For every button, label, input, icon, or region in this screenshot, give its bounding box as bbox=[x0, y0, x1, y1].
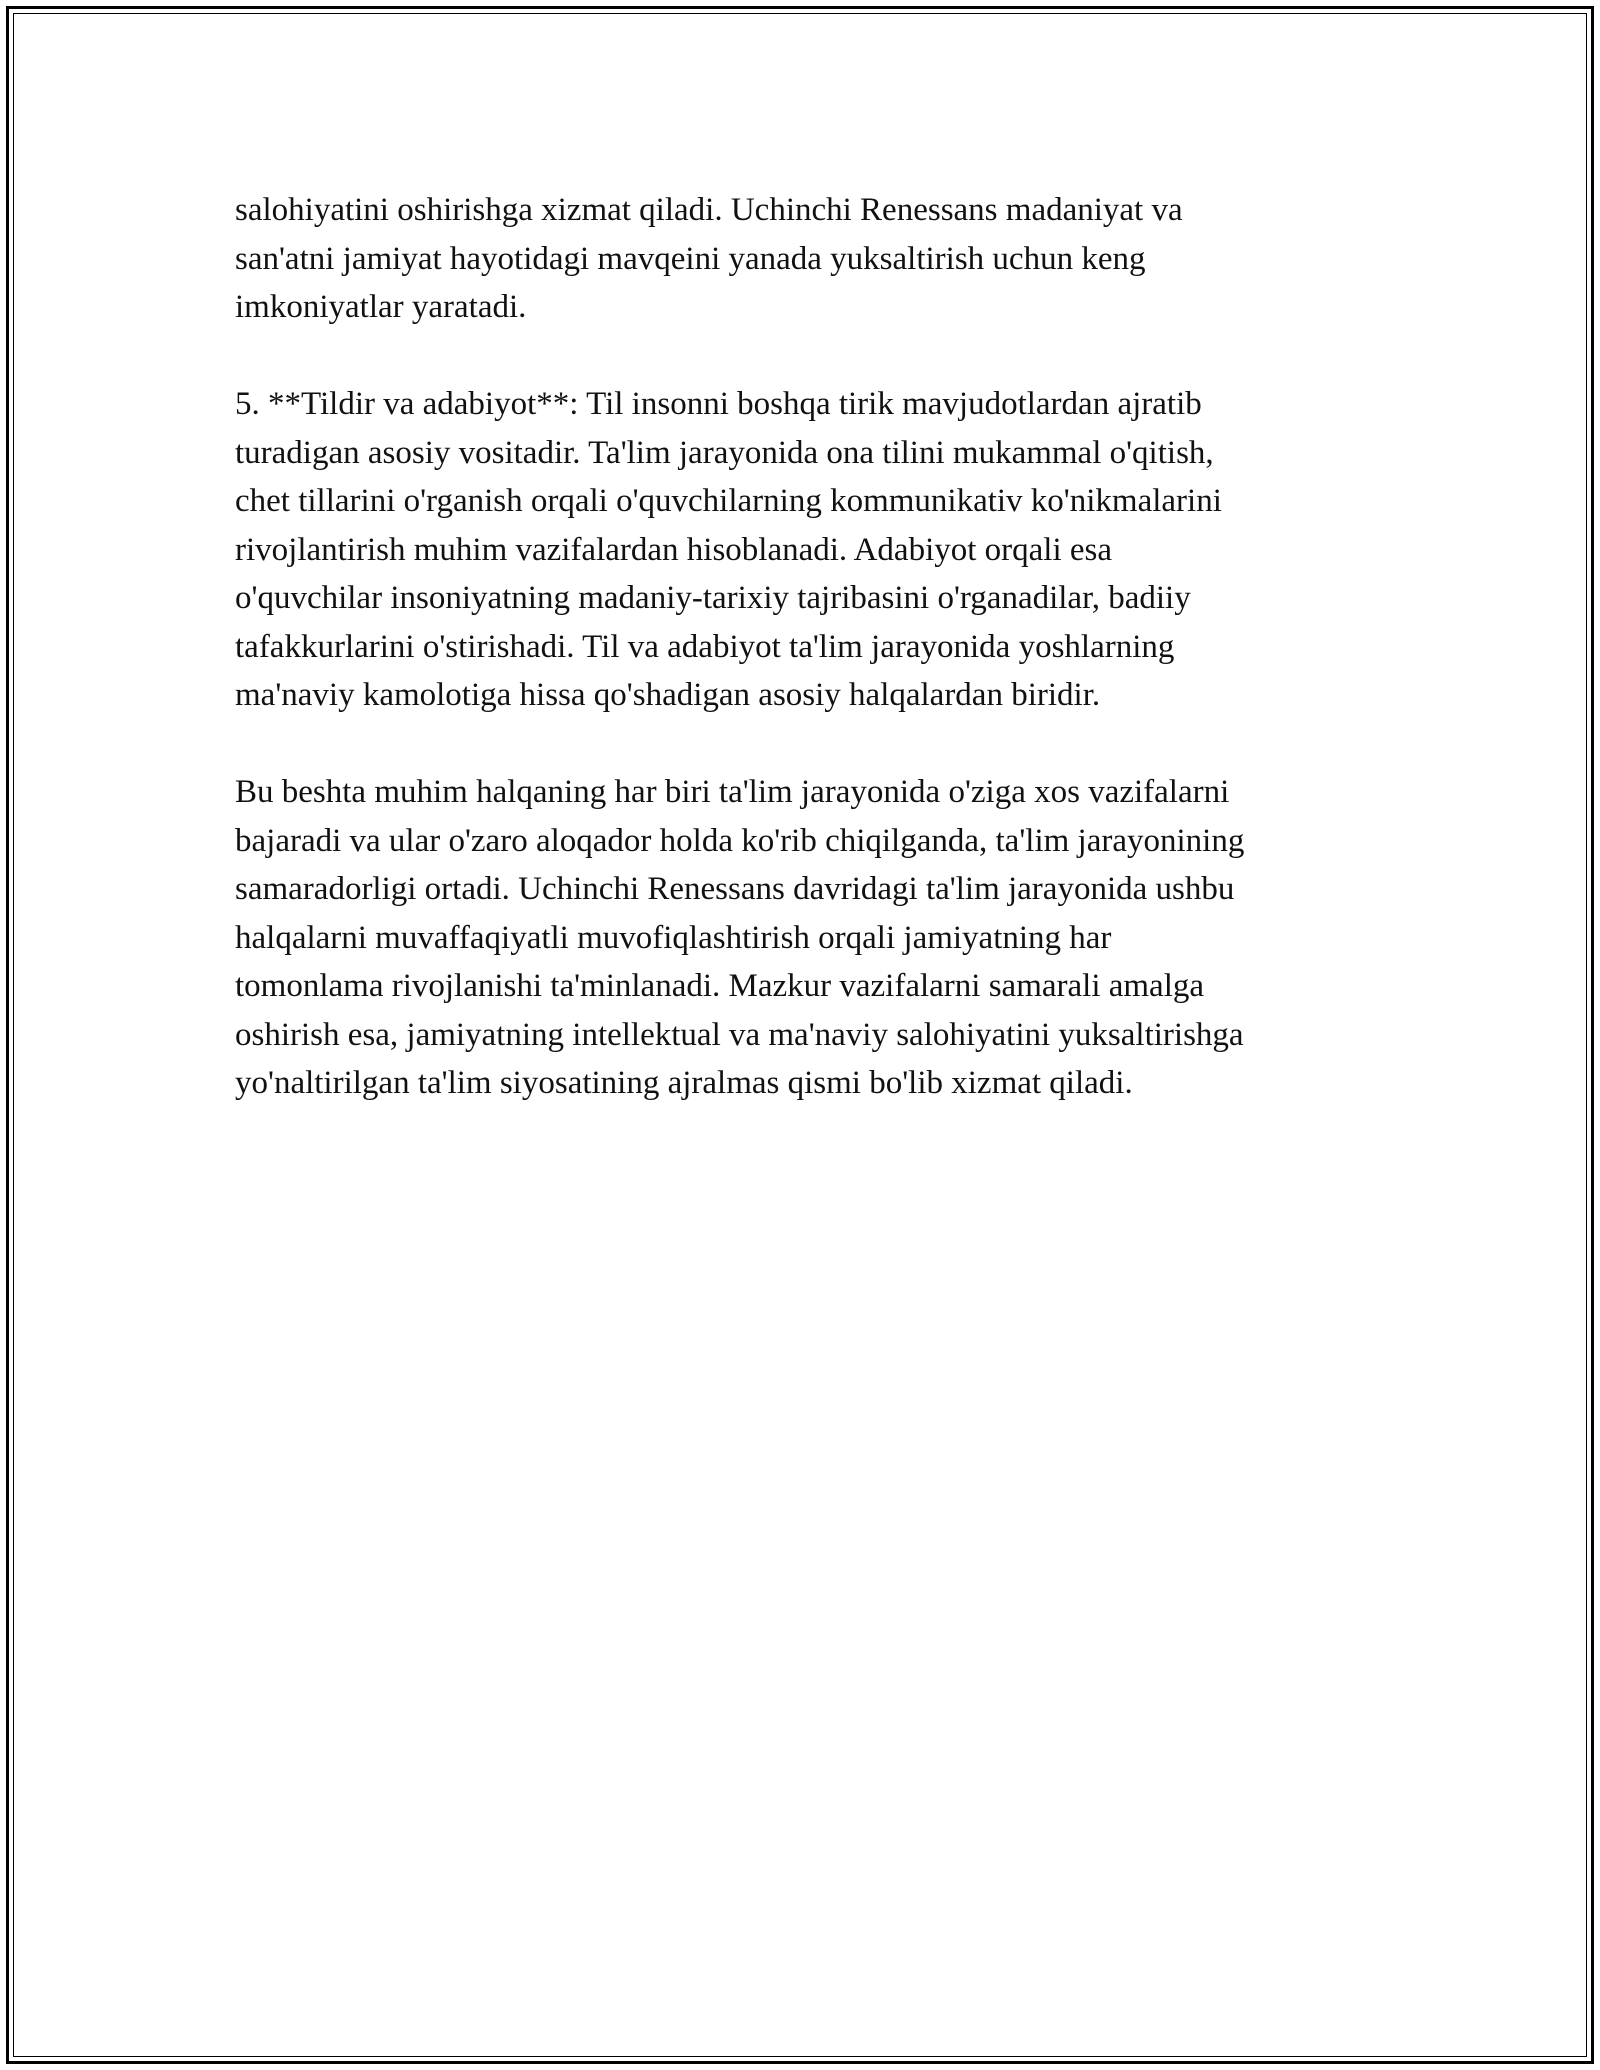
paragraph-1: salohiyatini oshirishga xizmat qiladi. Uchinchi Renessans madaniyat va san'atni jamiyat hayotidagi mavqeini yanada yuksaltirish uchun keng imkoniyatlar yaratadi. bbox=[235, 192, 1183, 325]
paragraph-2: 5. **Tildir va adabiyot**: Til insonni boshqa tirik mavjudotlardan ajratib turadigan asosiy vositadir. Ta'lim jarayonida ona tilini mukammal o'qitish, chet tillarini o'rganish orqali o'quvchilarning kommunikativ ko'nikmalarini rivojlantirish muhim vazifalardan hisoblanadi. Adabiyot orqali esa o'quvchilar insoniyatning madaniy-tarixiy tajribasini o'rganadilar, badiiy tafakkurlarini o'stirishadi. Til va adabiyot ta'lim jarayonida yoshlarning ma'naviy kamolotiga hissa qo'shadigan asosiy halqalardan biridir. bbox=[235, 386, 1222, 713]
paragraph-3: Bu beshta muhim halqaning har biri ta'lim jarayonida o'ziga xos vazifalarni bajaradi va ular o'zaro aloqador holda ko'rib chiqilganda, ta'lim jarayonining samaradorligi ortadi. Uchinchi Renessans davridagi ta'lim jarayonida ushbu halqalarni muvaffaqiyatli muvofiqlashtirish orqali jamiyatning har tomonlama rivojlanishi ta'minlanadi. Mazkur vazifalarni samarali amalga oshirish esa, jamiyatning intellektual va ma'naviy salohiyatini yuksaltirishga yo'naltirilgan ta'lim siyosatining ajralmas qismi bo'lib xizmat qiladi. bbox=[235, 774, 1245, 1101]
document-body bbox=[235, 186, 1375, 1156]
